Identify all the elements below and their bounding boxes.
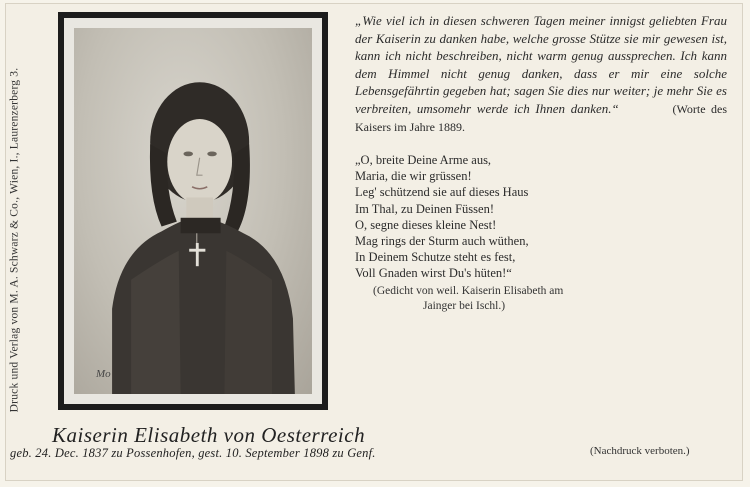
publisher-imprint xyxy=(4,30,24,450)
quote-attribution: (Worte des Kaisers im Jahre 1889. xyxy=(355,101,728,134)
portrait-title: Kaiserin Elisabeth von Oesterreich xyxy=(52,423,366,447)
poem-line: Mag rings der Sturm auch wüthen, xyxy=(355,234,529,249)
portrait-photo xyxy=(74,28,312,394)
poem-line: Leg' schützend sie auf dieses Haus xyxy=(355,185,529,200)
poem xyxy=(355,152,725,282)
poem-line: Maria, die wir grüssen! xyxy=(355,169,472,184)
reprint-notice: (Nachdruck verboten.) xyxy=(590,445,690,457)
birth-death-dates: geb. 24. Dec. 1837 zu Possenhofen, gest. 10. September 1898 zu Genf. xyxy=(10,446,376,460)
publisher-imprint-text: Druck und Verlag von M. A. Schwarz & Co., Wien, I., Laurenzerberg 3. xyxy=(8,67,21,413)
portrait-frame xyxy=(58,12,328,410)
poem-attribution-line: (Gedicht von weil. Kaiserin Elisabeth am xyxy=(373,285,564,297)
poem-line: „O, breite Deine Arme aus, xyxy=(355,153,492,167)
poem-attribution-line: Jainger bei Ischl.) xyxy=(423,299,506,312)
poem-line: O, segne dieses kleine Nest! xyxy=(355,217,497,232)
portrait-illustration xyxy=(74,28,312,394)
poem-line: In Deinem Schutze steht es fest, xyxy=(355,250,516,265)
emperor-quote xyxy=(355,12,727,137)
artist-monogram: Mo xyxy=(96,368,111,380)
quote-text: „Wie viel ich in diesen schweren Tagen meiner innigst geliebten Frau der Kaiserin zu danken habe, welche grosse Stütze sie mir gewesen ist, kann ich nicht beschreiben, nicht warm genug aussprechen. Ich kann dem Himmel nicht genug danken, dass er mir eine solche Lebensgefährtin gegeben hat; sagen Sie dies nur weiter; je mehr Sie es verbreiten, umsomehr werde ich Ihnen danken.“ xyxy=(355,13,727,116)
poem-attribution xyxy=(373,284,713,313)
poem-line: Voll Gnaden wirst Du's hüten!“ xyxy=(355,266,512,281)
poem-line: Im Thal, zu Deinen Füssen! xyxy=(355,201,494,216)
